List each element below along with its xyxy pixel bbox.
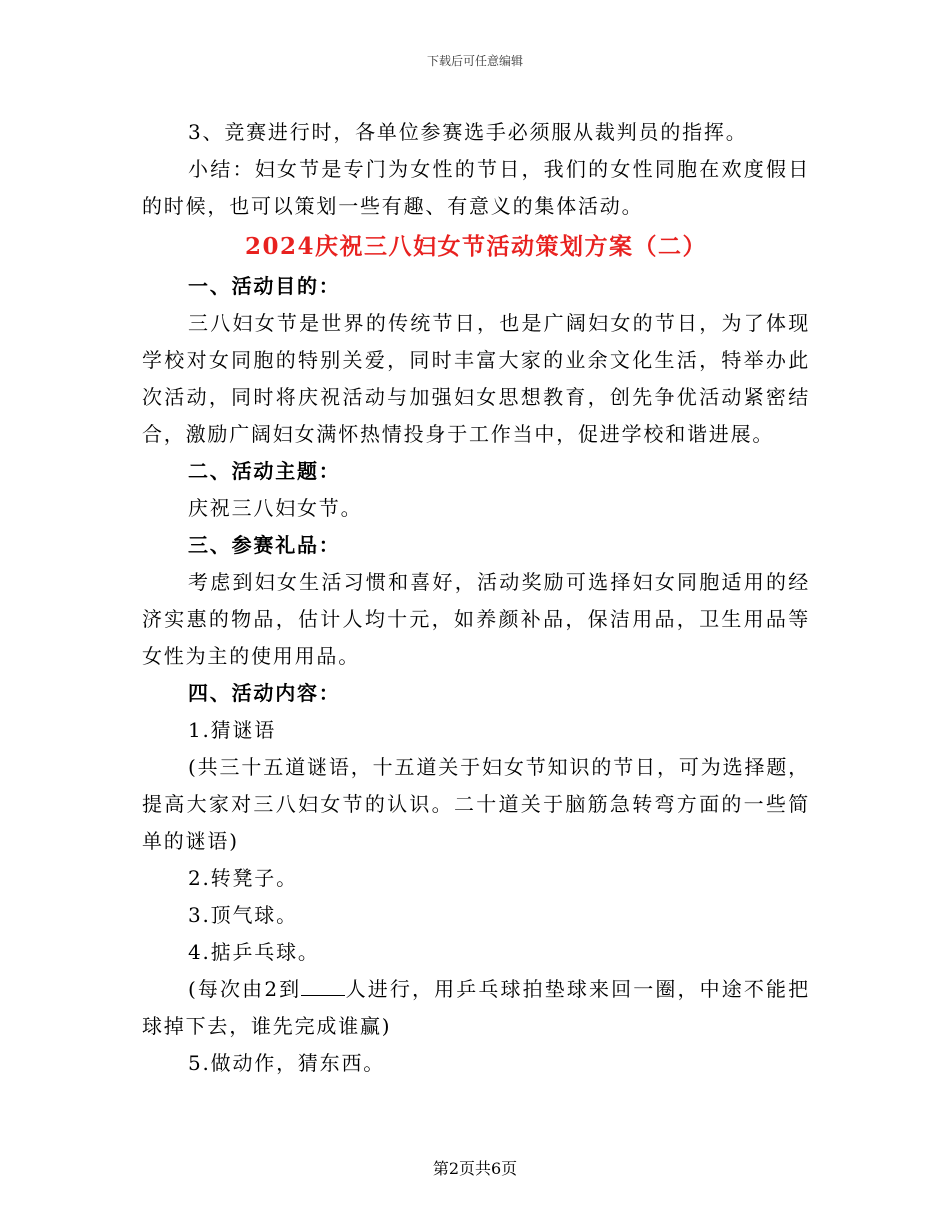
section-heading-purpose: 一、活动目的： xyxy=(188,274,341,298)
section-text-theme: 庆祝三八妇女节。 xyxy=(188,496,363,520)
paragraph-rule-3: 3、竞赛进行时，各单位参赛选手必须服从裁判员的指挥。 xyxy=(188,120,748,144)
list-item-riddles: 1.猜谜语 xyxy=(188,718,277,742)
list-item-ping-pong-note xyxy=(142,971,810,1045)
paragraph-summary: 小结：妇女节是专门为女性的节日，我们的女性同胞在欢度假日的时候，也可以策划一些有趣、有意义的集体活动。 xyxy=(142,157,810,218)
document-title: 2024庆祝三八妇女节活动策划方案（二） xyxy=(244,233,707,260)
ping-pong-note-start: (每次由2到 xyxy=(188,977,302,1001)
section-heading-theme: 二、活动主题： xyxy=(188,459,341,483)
page-header-note: 下载后可任意编辑 xyxy=(426,54,523,68)
list-item-turn-stool: 2.转凳子。 xyxy=(188,866,298,890)
list-item-balloon: 3.顶气球。 xyxy=(188,903,298,927)
ping-pong-note-end: 人进行，用乒乓球拍垫球来回一圈，中途不能把球掉下去，谁先完成谁赢) xyxy=(142,977,810,1038)
section-text-prizes: 考虑到妇女生活习惯和喜好，活动奖励可选择妇女同胞适用的经济实惠的物品，估计人均十元，如养颜补品，保洁用品，卫生用品等女性为主的使用用品。 xyxy=(142,570,810,668)
document-body xyxy=(142,114,810,1082)
list-item-charades: 5.做动作，猜东西。 xyxy=(188,1051,386,1075)
section-heading-prizes: 三、参赛礼品： xyxy=(188,533,341,557)
page-number-footer: 第2页共6页 xyxy=(432,1159,518,1178)
fill-in-blank xyxy=(301,979,345,996)
section-heading-content: 四、活动内容： xyxy=(188,681,341,705)
list-item-ping-pong: 4.掂乒乓球。 xyxy=(188,940,320,964)
section-text-purpose: 三八妇女节是世界的传统节日，也是广阔妇女的节日，为了体现学校对女同胞的特别关爱，同时丰富大家的业余文化生活，特举办此次活动，同时将庆祝活动与加强妇女思想教育，创先争优活动紧密结合，激励广阔妇女满怀热情投身于工作当中，促进学校和谐进展。 xyxy=(142,311,810,446)
list-item-riddles-note: (共三十五道谜语，十五道关于妇女节知识的节日，可为选择题，提高大家对三八妇女节的认识。二十道关于脑筋急转弯方面的一些简单的谜语) xyxy=(142,755,810,853)
